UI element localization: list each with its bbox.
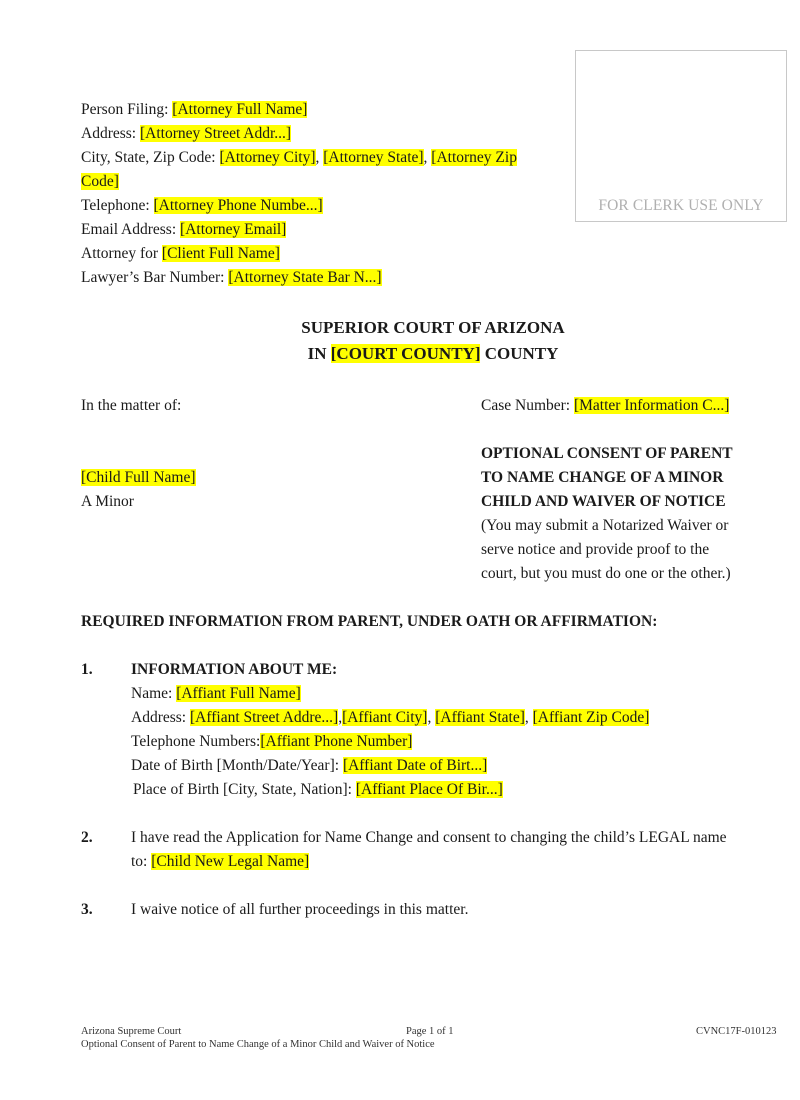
document-title-line3: CHILD AND WAIVER OF NOTICE [481,493,726,510]
telephone-line [81,194,323,218]
footer-form-code: CVNC17F-010123 [696,1026,777,1037]
affiant-phone-field[interactable]: [Affiant Phone Number] [260,733,413,750]
section-3-number: 3. [81,901,93,918]
footer-court-name: Arizona Supreme Court [81,1026,182,1037]
city-state-zip-label: City, State, Zip Code: [81,149,220,166]
clerk-use-box [575,50,787,222]
separator: , [423,149,432,166]
case-number-label: Case Number: [481,397,574,414]
separator: , [315,149,324,166]
separator: , [338,709,343,726]
court-title-prefix: IN [307,344,331,363]
section-2-number: 2. [81,829,93,846]
affiant-name-line [131,682,301,706]
affiant-street-field[interactable]: [Affiant Street Addre...] [189,709,339,726]
email-label: Email Address: [81,221,181,238]
separator: , [427,709,436,726]
child-name-line [81,466,196,490]
person-filing-label: Person Filing: [81,101,173,118]
affiant-phone-label: Telephone Numbers: [131,733,261,750]
child-new-name-field[interactable]: [Child New Legal Name] [151,853,310,870]
affiant-pob-label: Place of Birth [City, State, Nation]: [133,781,356,798]
section-2-prefix: to: [131,853,152,870]
affiant-name-label: Name: [131,685,177,702]
matter-label: In the matter of: [81,397,182,414]
section-1-number: 1. [81,661,93,678]
document-note-line2: serve notice and provide proof to the [481,541,710,558]
clerk-use-label: FOR CLERK USE ONLY [598,197,764,214]
affiant-address-line [131,706,649,730]
case-number-field[interactable]: [Matter Information C...] [573,397,730,414]
affiant-dob-line [131,754,487,778]
email-field[interactable]: [Attorney Email] [180,221,287,238]
section-2-text-line2 [131,850,309,874]
child-name-field[interactable]: [Child Full Name] [81,469,196,486]
bar-number-field[interactable]: [Attorney State Bar N...] [228,269,382,286]
address-label: Address: [81,125,140,142]
affiant-address-label: Address: [131,709,190,726]
court-title-suffix: COUNTY [480,344,559,363]
required-info-heading: REQUIRED INFORMATION FROM PARENT, UNDER OATH OR AFFIRMATION: [81,613,658,630]
telephone-label: Telephone: [81,197,154,214]
address-line [81,122,291,146]
affiant-state-field[interactable]: [Affiant State] [435,709,525,726]
zip-continuation-line [81,170,119,194]
footer-page-number: Page 1 of 1 [406,1026,454,1037]
city-state-zip-line [81,146,517,170]
bar-number-label: Lawyer’s Bar Number: [81,269,229,286]
attorney-city-field[interactable]: [Attorney City] [219,149,316,166]
document-note-line3: court, but you must do one or the other.) [481,565,731,582]
attorney-zip-field-continued[interactable]: Code] [81,173,119,190]
bar-number-line [81,266,382,290]
person-filing-field[interactable]: [Attorney Full Name] [172,101,308,118]
attorney-for-line [81,242,280,266]
affiant-dob-field[interactable]: [Affiant Date of Birt...] [342,757,488,774]
affiant-pob-line [133,778,503,802]
separator: , [524,709,533,726]
client-name-field[interactable]: [Client Full Name] [161,245,280,262]
court-title-line2 [0,342,800,366]
person-filing-line [81,98,307,122]
attorney-for-label: Attorney for [81,245,162,262]
affiant-dob-label: Date of Birth [Month/Date/Year]: [131,757,343,774]
telephone-field[interactable]: [Attorney Phone Numbe...] [153,197,323,214]
affiant-phone-line [131,730,412,754]
document-note-line1: (You may submit a Notarized Waiver or [481,517,729,534]
attorney-zip-field[interactable]: [Attorney Zip [431,149,517,166]
affiant-city-field[interactable]: [Affiant City] [342,709,428,726]
affiant-pob-field[interactable]: [Affiant Place Of Bir...] [355,781,503,798]
address-field[interactable]: [Attorney Street Addr...] [139,125,292,142]
minor-label: A Minor [81,493,134,510]
document-title-line2: TO NAME CHANGE OF A MINOR [481,469,724,486]
email-line [81,218,286,242]
section-3-text: I waive notice of all further proceedings in this matter. [131,901,469,918]
attorney-state-field[interactable]: [Attorney State] [323,149,424,166]
court-title-line1: SUPERIOR COURT OF ARIZONA [301,318,565,337]
section-2-text-line1: I have read the Application for Name Change and consent to changing the child’s LEGAL name [131,829,727,846]
document-title-line1: OPTIONAL CONSENT OF PARENT [481,445,733,462]
case-number-line [481,394,729,418]
affiant-name-field[interactable]: [Affiant Full Name] [176,685,301,702]
section-1-heading: INFORMATION ABOUT ME: [131,661,338,678]
footer-form-title: Optional Consent of Parent to Name Change of a Minor Child and Waiver of Notice [81,1039,435,1050]
court-county-field[interactable]: [COURT COUNTY] [330,344,481,363]
affiant-zip-field[interactable]: [Affiant Zip Code] [532,709,650,726]
